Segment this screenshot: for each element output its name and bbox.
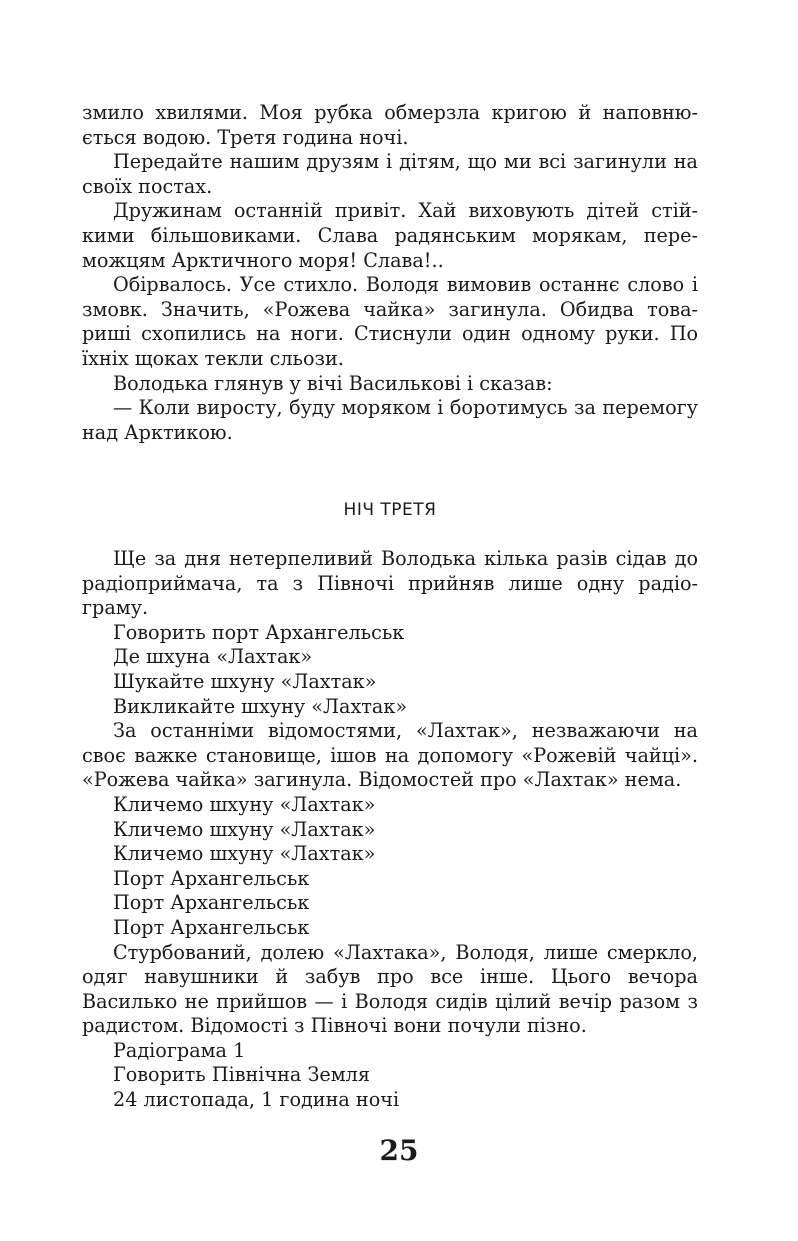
- radiogram-line: Порт Архангельськ: [113, 891, 310, 915]
- paragraph: За останніми відомостями, «Лахтак», незважаючи на своє важке становище, ішов на допомогу «Рожевій чайці». «Рожева чайка» загинула. Відомостей про «Лахтак» нема.: [82, 719, 698, 792]
- paragraph: Передайте нашим друзям і дітям, що ми всі загинули на своїх постах.: [82, 150, 698, 198]
- page-number: 25: [379, 1134, 419, 1167]
- text-block-top: [82, 101, 698, 445]
- paragraph: — Коли виросту, буду моряком і боротимусь за перемогу над Арктикою.: [82, 396, 698, 444]
- text-block-bottom: [82, 547, 698, 1113]
- paragraph: Стурбований, долею «Лахтака», Володя, лише смеркло, одяг навушники й забув про все інше. Цього вечора Василько не прийшов — і Володя сидів цілий вечір разом з радистом. Відомості з Півночі вони почули пізно.: [82, 940, 698, 1038]
- radiogram-line: Кличемо шхуну «Лахтак»: [113, 792, 376, 816]
- radiogram-line: Шукайте шхуну «Лахтак»: [113, 669, 377, 693]
- radiogram-line: Говорить Північна Земля: [113, 1063, 370, 1087]
- radiogram-line: Кличемо шхуну «Лахтак»: [113, 842, 376, 866]
- radiogram-line: Порт Архангельськ: [113, 915, 310, 939]
- radiogram-line: Порт Архангельськ: [113, 866, 310, 890]
- paragraph: Дружинам останній привіт. Хай виховують дітей стійкими більшовиками. Слава радянським морякам, переможцям Арктичного моря! Слава!..: [82, 199, 698, 272]
- radiogram-line: Кличемо шхуну «Лахтак»: [113, 817, 376, 841]
- paragraph: Володька глянув у вічі Василькові і сказав:: [113, 371, 553, 395]
- paragraph: Ще за дня нетерпеливий Володька кілька разів сідав до радіоприймача, та з Півночі прийняв лише одну радіограму.: [82, 547, 698, 620]
- paragraph: Обірвалось. Усе стихло. Володя вимовив останнє слово і змовк. Значить, «Рожева чайка» загинула. Обидва товариші схопились на ноги. Стиснули один одному руки. По їхніх щоках текли сльози.: [82, 273, 698, 370]
- radiogram-line: 24 листопада, 1 година ночі: [113, 1088, 400, 1112]
- radiogram-line: Викликайте шхуну «Лахтак»: [113, 694, 408, 718]
- paragraph: змило хвилями. Моя рубка обмерзла кригою й наповнюється водою. Третя година ночі.: [82, 101, 698, 149]
- radiogram-line: Говорить порт Архангельськ: [113, 620, 405, 644]
- radiogram-line: Радіограма 1: [113, 1038, 246, 1062]
- radiogram-line: Де шхуна «Лахтак»: [113, 645, 313, 669]
- chapter-heading: НІЧ ТРЕТЯ: [343, 500, 437, 520]
